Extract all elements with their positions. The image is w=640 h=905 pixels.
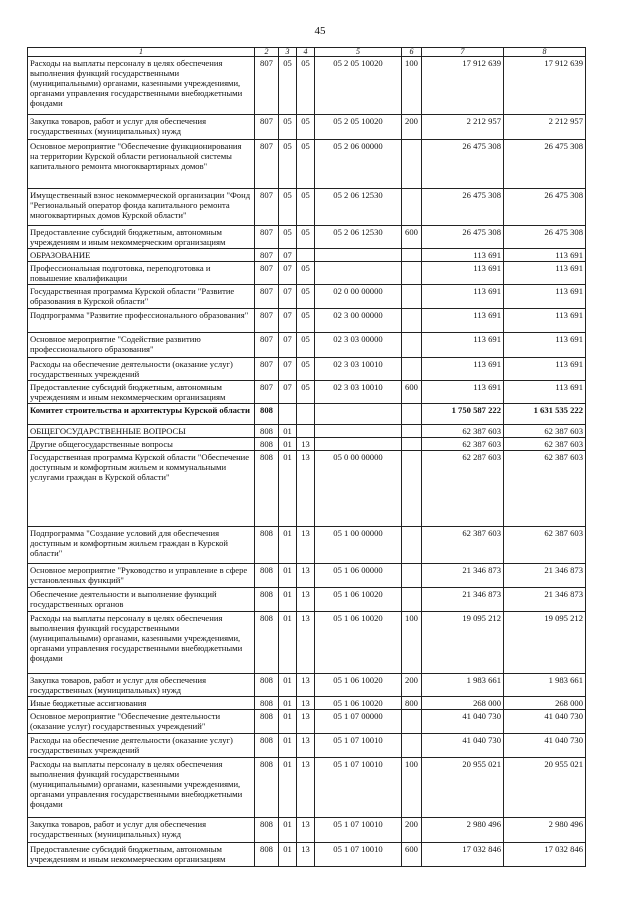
cell-amount-year2: 17 912 639 bbox=[504, 57, 586, 115]
cell-amount-year1: 62 287 603 bbox=[422, 451, 504, 527]
cell-amount-year2: 113 691 bbox=[504, 381, 586, 404]
cell-amount-year1: 19 095 212 bbox=[422, 612, 504, 674]
cell-ministry-code: 808 bbox=[255, 451, 279, 527]
cell-target-article: 05 1 07 10010 bbox=[315, 843, 402, 867]
cell-subsection: 05 bbox=[297, 57, 315, 115]
cell-subsection bbox=[297, 249, 315, 262]
cell-amount-year1: 21 346 873 bbox=[422, 588, 504, 612]
cell-expense-type bbox=[402, 588, 422, 612]
cell-amount-year2: 62 387 603 bbox=[504, 451, 586, 527]
cell-section: 01 bbox=[279, 818, 297, 843]
cell-subsection: 05 bbox=[297, 115, 315, 140]
cell-section: 07 bbox=[279, 285, 297, 309]
table-row bbox=[28, 425, 586, 438]
cell-target-article bbox=[315, 425, 402, 438]
cell-ministry-code: 808 bbox=[255, 674, 279, 697]
cell-ministry-code: 808 bbox=[255, 527, 279, 564]
cell-target-article bbox=[315, 404, 402, 425]
table-row bbox=[28, 226, 586, 249]
cell-subsection: 13 bbox=[297, 818, 315, 843]
cell-target-article: 05 2 06 12530 bbox=[315, 226, 402, 249]
cell-amount-year1: 1 750 587 222 bbox=[422, 404, 504, 425]
cell-target-article: 05 1 07 10010 bbox=[315, 758, 402, 818]
cell-amount-year1: 62 387 603 bbox=[422, 438, 504, 451]
table-row bbox=[28, 818, 586, 843]
cell-ministry-code: 807 bbox=[255, 115, 279, 140]
table-row bbox=[28, 612, 586, 674]
cell-name: Подпрограмма "Развитие профессионального образования" bbox=[28, 309, 255, 333]
cell-target-article bbox=[315, 249, 402, 262]
cell-amount-year1: 113 691 bbox=[422, 249, 504, 262]
cell-name: Профессиональная подготовка, переподготовка и повышение квалификации bbox=[28, 262, 255, 285]
cell-name: Предоставление субсидий бюджетным, автономным учреждениям и иным некоммерческим организациям bbox=[28, 843, 255, 867]
cell-ministry-code: 808 bbox=[255, 710, 279, 734]
cell-expense-type bbox=[402, 527, 422, 564]
cell-amount-year2: 268 000 bbox=[504, 697, 586, 710]
cell-amount-year2: 21 346 873 bbox=[504, 588, 586, 612]
cell-expense-type: 100 bbox=[402, 612, 422, 674]
column-header: 6 bbox=[402, 48, 422, 57]
column-header: 3 bbox=[279, 48, 297, 57]
cell-name: Государственная программа Курской области "Развитие образования в Курской области" bbox=[28, 285, 255, 309]
cell-name: Комитет строительства и архитектуры Курской области bbox=[28, 404, 255, 425]
cell-subsection: 05 bbox=[297, 226, 315, 249]
cell-subsection: 13 bbox=[297, 564, 315, 588]
cell-expense-type bbox=[402, 358, 422, 381]
cell-subsection: 13 bbox=[297, 451, 315, 527]
cell-expense-type bbox=[402, 262, 422, 285]
cell-name: Обеспечение деятельности и выполнение функций государственных органов bbox=[28, 588, 255, 612]
cell-section: 05 bbox=[279, 115, 297, 140]
cell-expense-type: 200 bbox=[402, 115, 422, 140]
cell-target-article: 05 1 07 00000 bbox=[315, 710, 402, 734]
cell-name: Предоставление субсидий бюджетным, автономным учреждениям и иным некоммерческим организациям bbox=[28, 226, 255, 249]
cell-subsection: 05 bbox=[297, 309, 315, 333]
cell-target-article: 05 2 05 10020 bbox=[315, 115, 402, 140]
cell-subsection: 13 bbox=[297, 734, 315, 758]
cell-name: Закупка товаров, работ и услуг для обеспечения государственных (муниципальных) нужд bbox=[28, 674, 255, 697]
cell-section: 07 bbox=[279, 309, 297, 333]
cell-subsection: 05 bbox=[297, 381, 315, 404]
cell-amount-year1: 113 691 bbox=[422, 358, 504, 381]
table-row bbox=[28, 358, 586, 381]
table-row bbox=[28, 404, 586, 425]
cell-section: 05 bbox=[279, 226, 297, 249]
cell-subsection bbox=[297, 425, 315, 438]
cell-amount-year2: 21 346 873 bbox=[504, 564, 586, 588]
cell-target-article: 02 0 00 00000 bbox=[315, 285, 402, 309]
cell-section: 07 bbox=[279, 333, 297, 358]
cell-ministry-code: 808 bbox=[255, 425, 279, 438]
cell-subsection: 13 bbox=[297, 710, 315, 734]
cell-section: 01 bbox=[279, 758, 297, 818]
cell-amount-year1: 113 691 bbox=[422, 285, 504, 309]
cell-ministry-code: 807 bbox=[255, 140, 279, 189]
cell-amount-year2: 62 387 603 bbox=[504, 438, 586, 451]
table-row bbox=[28, 438, 586, 451]
cell-amount-year1: 62 387 603 bbox=[422, 425, 504, 438]
cell-name: Расходы на обеспечение деятельности (оказание услуг) государственных учреждений bbox=[28, 358, 255, 381]
table-row bbox=[28, 843, 586, 867]
cell-subsection: 05 bbox=[297, 140, 315, 189]
cell-target-article: 05 1 06 10020 bbox=[315, 674, 402, 697]
cell-amount-year1: 268 000 bbox=[422, 697, 504, 710]
cell-expense-type: 600 bbox=[402, 226, 422, 249]
column-header: 5 bbox=[315, 48, 402, 57]
cell-amount-year2: 113 691 bbox=[504, 262, 586, 285]
cell-subsection: 13 bbox=[297, 843, 315, 867]
cell-section: 05 bbox=[279, 140, 297, 189]
cell-ministry-code: 808 bbox=[255, 697, 279, 710]
cell-target-article: 02 3 03 10010 bbox=[315, 381, 402, 404]
cell-ministry-code: 807 bbox=[255, 249, 279, 262]
cell-amount-year1: 113 691 bbox=[422, 262, 504, 285]
column-header: 4 bbox=[297, 48, 315, 57]
cell-amount-year2: 2 212 957 bbox=[504, 115, 586, 140]
cell-target-article: 02 3 03 10010 bbox=[315, 358, 402, 381]
cell-amount-year2: 62 387 603 bbox=[504, 425, 586, 438]
table-row bbox=[28, 381, 586, 404]
cell-target-article: 05 1 06 10020 bbox=[315, 588, 402, 612]
cell-section: 01 bbox=[279, 425, 297, 438]
cell-section: 07 bbox=[279, 262, 297, 285]
table-row bbox=[28, 527, 586, 564]
cell-name: Другие общегосударственные вопросы bbox=[28, 438, 255, 451]
table-row bbox=[28, 140, 586, 189]
cell-amount-year2: 2 980 496 bbox=[504, 818, 586, 843]
column-header-row bbox=[28, 48, 586, 57]
cell-name: Расходы на обеспечение деятельности (оказание услуг) государственных учреждений bbox=[28, 734, 255, 758]
table-row bbox=[28, 249, 586, 262]
cell-section: 01 bbox=[279, 674, 297, 697]
cell-amount-year1: 113 691 bbox=[422, 309, 504, 333]
cell-ministry-code: 807 bbox=[255, 333, 279, 358]
cell-target-article: 05 1 07 10010 bbox=[315, 734, 402, 758]
cell-target-article: 05 1 06 00000 bbox=[315, 564, 402, 588]
cell-subsection bbox=[297, 404, 315, 425]
cell-expense-type: 100 bbox=[402, 758, 422, 818]
cell-amount-year1: 1 983 661 bbox=[422, 674, 504, 697]
cell-name: Государственная программа Курской области "Обеспечение доступным и комфортным жильем и коммунальными услугами граждан в Курской области" bbox=[28, 451, 255, 527]
cell-amount-year1: 113 691 bbox=[422, 381, 504, 404]
cell-expense-type: 600 bbox=[402, 381, 422, 404]
cell-expense-type: 600 bbox=[402, 843, 422, 867]
page-number: 45 bbox=[314, 25, 326, 37]
cell-amount-year1: 41 040 730 bbox=[422, 710, 504, 734]
table-row bbox=[28, 588, 586, 612]
cell-ministry-code: 808 bbox=[255, 588, 279, 612]
cell-target-article: 02 3 00 00000 bbox=[315, 309, 402, 333]
table-row bbox=[28, 57, 586, 115]
cell-ministry-code: 807 bbox=[255, 57, 279, 115]
cell-expense-type: 200 bbox=[402, 674, 422, 697]
cell-amount-year1: 17 032 846 bbox=[422, 843, 504, 867]
cell-name: Основное мероприятие "Содействие развитию профессионального образования" bbox=[28, 333, 255, 358]
cell-section bbox=[279, 404, 297, 425]
cell-name: Расходы на выплаты персоналу в целях обеспечения выполнения функций государственными (муниципальными) органами, казенными учреждениями, органами управления государственными внебюджетными фондами bbox=[28, 612, 255, 674]
cell-ministry-code: 808 bbox=[255, 734, 279, 758]
cell-name: Основное мероприятие "Обеспечение деятельности (оказание услуг) государственных учреждений" bbox=[28, 710, 255, 734]
cell-section: 07 bbox=[279, 358, 297, 381]
cell-name: ОБЩЕГОСУДАРСТВЕННЫЕ ВОПРОСЫ bbox=[28, 425, 255, 438]
cell-expense-type bbox=[402, 404, 422, 425]
cell-ministry-code: 808 bbox=[255, 404, 279, 425]
cell-expense-type bbox=[402, 333, 422, 358]
cell-target-article: 05 2 06 00000 bbox=[315, 140, 402, 189]
cell-section: 01 bbox=[279, 527, 297, 564]
cell-subsection: 13 bbox=[297, 438, 315, 451]
table-row bbox=[28, 309, 586, 333]
cell-amount-year2: 19 095 212 bbox=[504, 612, 586, 674]
cell-name: Закупка товаров, работ и услуг для обеспечения государственных (муниципальных) нужд bbox=[28, 818, 255, 843]
cell-amount-year1: 26 475 308 bbox=[422, 140, 504, 189]
cell-amount-year1: 62 387 603 bbox=[422, 527, 504, 564]
column-header: 7 bbox=[422, 48, 504, 57]
cell-target-article: 05 2 05 10020 bbox=[315, 57, 402, 115]
cell-name: Расходы на выплаты персоналу в целях обеспечения выполнения функций государственными (муниципальными) органами, казенными учреждениями, органами управления государственными внебюджетными фондами bbox=[28, 758, 255, 818]
cell-expense-type bbox=[402, 710, 422, 734]
table-row bbox=[28, 734, 586, 758]
cell-amount-year1: 26 475 308 bbox=[422, 189, 504, 226]
cell-amount-year2: 113 691 bbox=[504, 309, 586, 333]
cell-subsection: 13 bbox=[297, 527, 315, 564]
cell-subsection: 05 bbox=[297, 262, 315, 285]
cell-section: 01 bbox=[279, 451, 297, 527]
cell-amount-year1: 2 212 957 bbox=[422, 115, 504, 140]
table-row bbox=[28, 758, 586, 818]
cell-ministry-code: 807 bbox=[255, 285, 279, 309]
cell-expense-type: 200 bbox=[402, 818, 422, 843]
table-row bbox=[28, 115, 586, 140]
cell-target-article: 05 0 00 00000 bbox=[315, 451, 402, 527]
cell-expense-type bbox=[402, 734, 422, 758]
cell-name: ОБРАЗОВАНИЕ bbox=[28, 249, 255, 262]
cell-section: 01 bbox=[279, 697, 297, 710]
column-header: 2 bbox=[255, 48, 279, 57]
cell-amount-year2: 1 631 535 222 bbox=[504, 404, 586, 425]
cell-section: 01 bbox=[279, 564, 297, 588]
cell-ministry-code: 808 bbox=[255, 564, 279, 588]
cell-expense-type bbox=[402, 564, 422, 588]
table-row bbox=[28, 189, 586, 226]
cell-target-article: 05 1 06 10020 bbox=[315, 612, 402, 674]
cell-expense-type bbox=[402, 451, 422, 527]
cell-section: 01 bbox=[279, 734, 297, 758]
cell-section: 01 bbox=[279, 438, 297, 451]
cell-name: Расходы на выплаты персоналу в целях обеспечения выполнения функций государственными (муниципальными) органами, казенными учреждениями, органами управления государственными внебюджетными фондами bbox=[28, 57, 255, 115]
cell-amount-year1: 41 040 730 bbox=[422, 734, 504, 758]
cell-target-article: 05 2 06 12530 bbox=[315, 189, 402, 226]
cell-section: 01 bbox=[279, 843, 297, 867]
column-header: 8 bbox=[504, 48, 586, 57]
cell-amount-year2: 113 691 bbox=[504, 285, 586, 309]
cell-expense-type bbox=[402, 425, 422, 438]
cell-name: Имущественный взнос некоммерческой организации "Фонд "Региональный оператор фонда капитального ремонта многоквартирных домов Курской области" bbox=[28, 189, 255, 226]
table-row bbox=[28, 697, 586, 710]
cell-section: 05 bbox=[279, 57, 297, 115]
cell-ministry-code: 807 bbox=[255, 262, 279, 285]
cell-section: 01 bbox=[279, 710, 297, 734]
cell-target-article bbox=[315, 262, 402, 285]
cell-section: 01 bbox=[279, 588, 297, 612]
cell-target-article: 05 1 07 10010 bbox=[315, 818, 402, 843]
cell-amount-year2: 113 691 bbox=[504, 358, 586, 381]
table-row bbox=[28, 262, 586, 285]
column-header: 1 bbox=[28, 48, 255, 57]
cell-name: Предоставление субсидий бюджетным, автономным учреждениям и иным некоммерческим организациям bbox=[28, 381, 255, 404]
cell-section: 01 bbox=[279, 612, 297, 674]
cell-section: 07 bbox=[279, 249, 297, 262]
cell-subsection: 13 bbox=[297, 674, 315, 697]
cell-ministry-code: 808 bbox=[255, 612, 279, 674]
cell-amount-year1: 21 346 873 bbox=[422, 564, 504, 588]
cell-amount-year2: 20 955 021 bbox=[504, 758, 586, 818]
cell-ministry-code: 807 bbox=[255, 381, 279, 404]
cell-expense-type bbox=[402, 249, 422, 262]
cell-subsection: 05 bbox=[297, 189, 315, 226]
cell-amount-year1: 20 955 021 bbox=[422, 758, 504, 818]
cell-amount-year1: 17 912 639 bbox=[422, 57, 504, 115]
cell-subsection: 13 bbox=[297, 697, 315, 710]
cell-section: 07 bbox=[279, 381, 297, 404]
cell-target-article bbox=[315, 438, 402, 451]
cell-target-article: 02 3 03 00000 bbox=[315, 333, 402, 358]
table-row bbox=[28, 451, 586, 527]
cell-subsection: 13 bbox=[297, 612, 315, 674]
cell-name: Закупка товаров, работ и услуг для обеспечения государственных (муниципальных) нужд bbox=[28, 115, 255, 140]
cell-amount-year1: 26 475 308 bbox=[422, 226, 504, 249]
cell-amount-year2: 26 475 308 bbox=[504, 226, 586, 249]
cell-subsection: 13 bbox=[297, 758, 315, 818]
table-row bbox=[28, 333, 586, 358]
cell-amount-year2: 113 691 bbox=[504, 333, 586, 358]
cell-expense-type bbox=[402, 189, 422, 226]
cell-name: Основное мероприятие "Обеспечение функционирования на территории Курской области региональной системы капитального ремонта многоквартирных домов" bbox=[28, 140, 255, 189]
cell-ministry-code: 808 bbox=[255, 438, 279, 451]
cell-section: 05 bbox=[279, 189, 297, 226]
cell-amount-year2: 41 040 730 bbox=[504, 734, 586, 758]
cell-ministry-code: 807 bbox=[255, 309, 279, 333]
cell-name: Основное мероприятие "Руководство и управление в сфере установленных функций" bbox=[28, 564, 255, 588]
cell-expense-type: 800 bbox=[402, 697, 422, 710]
cell-ministry-code: 807 bbox=[255, 226, 279, 249]
table-row bbox=[28, 710, 586, 734]
cell-subsection: 05 bbox=[297, 358, 315, 381]
cell-subsection: 13 bbox=[297, 588, 315, 612]
cell-amount-year2: 26 475 308 bbox=[504, 189, 586, 226]
cell-amount-year2: 62 387 603 bbox=[504, 527, 586, 564]
cell-amount-year2: 17 032 846 bbox=[504, 843, 586, 867]
cell-amount-year2: 113 691 bbox=[504, 249, 586, 262]
cell-amount-year1: 113 691 bbox=[422, 333, 504, 358]
cell-expense-type bbox=[402, 438, 422, 451]
cell-expense-type bbox=[402, 285, 422, 309]
cell-ministry-code: 807 bbox=[255, 358, 279, 381]
cell-ministry-code: 808 bbox=[255, 818, 279, 843]
cell-ministry-code: 807 bbox=[255, 189, 279, 226]
cell-expense-type bbox=[402, 140, 422, 189]
cell-amount-year2: 41 040 730 bbox=[504, 710, 586, 734]
table-row bbox=[28, 674, 586, 697]
cell-subsection: 05 bbox=[297, 285, 315, 309]
cell-target-article: 05 1 06 10020 bbox=[315, 697, 402, 710]
cell-amount-year1: 2 980 496 bbox=[422, 818, 504, 843]
table-row bbox=[28, 285, 586, 309]
cell-ministry-code: 808 bbox=[255, 843, 279, 867]
cell-target-article: 05 1 00 00000 bbox=[315, 527, 402, 564]
cell-amount-year2: 26 475 308 bbox=[504, 140, 586, 189]
cell-expense-type bbox=[402, 309, 422, 333]
cell-name: Иные бюджетные ассигнования bbox=[28, 697, 255, 710]
cell-ministry-code: 808 bbox=[255, 758, 279, 818]
cell-name: Подпрограмма "Создание условий для обеспечения доступным и комфортным жильем граждан в Курской области" bbox=[28, 527, 255, 564]
cell-amount-year2: 1 983 661 bbox=[504, 674, 586, 697]
table-row bbox=[28, 564, 586, 588]
cell-subsection: 05 bbox=[297, 333, 315, 358]
cell-expense-type: 100 bbox=[402, 57, 422, 115]
budget-table bbox=[27, 47, 586, 867]
